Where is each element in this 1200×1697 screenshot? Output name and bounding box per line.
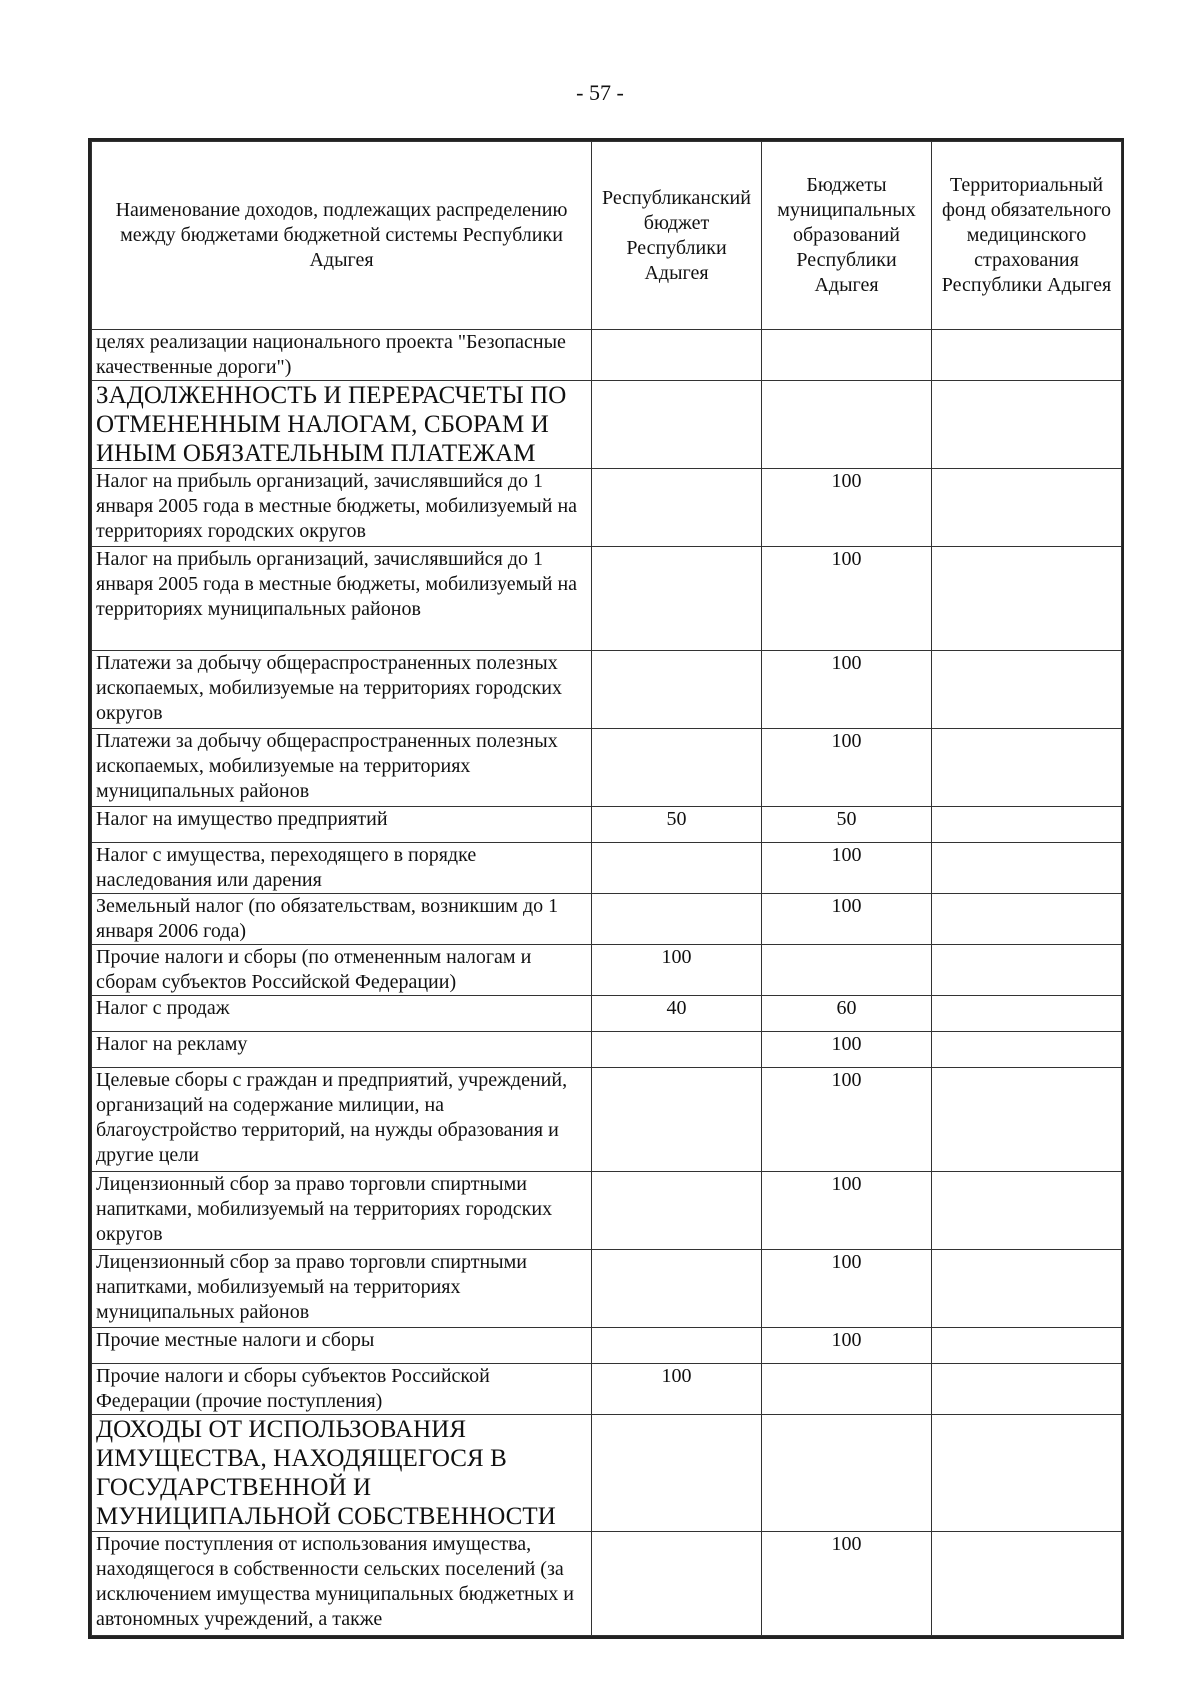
revenue-name: Налог с продаж: [92, 996, 592, 1032]
municipal-share: 60: [762, 996, 932, 1032]
republican-share: [592, 330, 762, 381]
table-row: [92, 843, 1122, 894]
revenue-name: Лицензионный сбор за право торговли спиртными напитками, мобилизуемый на территориях городских округов: [92, 1172, 592, 1250]
fund-share: [932, 1415, 1122, 1532]
republican-share: 40: [592, 996, 762, 1032]
fund-share: [932, 945, 1122, 996]
table-row: [92, 469, 1122, 547]
table-row: [92, 894, 1122, 945]
header-territorial-fund: Территориальный фонд обязательного медицинского страхования Республики Адыгея: [932, 142, 1122, 330]
municipal-share: 100: [762, 651, 932, 729]
municipal-share: 100: [762, 894, 932, 945]
revenue-name: Налог на имущество предприятий: [92, 807, 592, 843]
fund-share: [932, 1364, 1122, 1415]
municipal-share: [762, 330, 932, 381]
municipal-share: 100: [762, 1532, 932, 1636]
municipal-share: 50: [762, 807, 932, 843]
republican-share: 100: [592, 945, 762, 996]
fund-share: [932, 469, 1122, 547]
table-row: [92, 330, 1122, 381]
revenue-name: Налог с имущества, переходящего в порядке наследования или дарения: [92, 843, 592, 894]
table-row: [92, 1068, 1122, 1172]
table-row: [92, 729, 1122, 807]
fund-share: [932, 1328, 1122, 1364]
republican-share: [592, 1532, 762, 1636]
fund-share: [932, 1032, 1122, 1068]
fund-share: [932, 996, 1122, 1032]
header-republican-budget: Республиканский бюджет Республики Адыгея: [592, 142, 762, 330]
revenue-name: Прочие местные налоги и сборы: [92, 1328, 592, 1364]
page-number: - 57 -: [576, 80, 624, 105]
revenue-name: Платежи за добычу общераспространенных полезных ископаемых, мобилизуемые на территориях муниципальных районов: [92, 729, 592, 807]
revenue-name: Платежи за добычу общераспространенных полезных ископаемых, мобилизуемые на территориях городских округов: [92, 651, 592, 729]
fund-share: [932, 1068, 1122, 1172]
republican-share: 50: [592, 807, 762, 843]
municipal-share: 100: [762, 1328, 932, 1364]
republican-share: [592, 1415, 762, 1532]
republican-share: [592, 381, 762, 469]
table-row: [92, 1364, 1122, 1415]
revenue-name: Прочие налоги и сборы (по отмененным налогам и сборам субъектов Российской Федерации): [92, 945, 592, 996]
table-row: [92, 1172, 1122, 1250]
municipal-share: 100: [762, 843, 932, 894]
header-revenue-name: Наименование доходов, подлежащих распределению между бюджетами бюджетной системы Республики Адыгея: [92, 142, 592, 330]
municipal-share: 100: [762, 1032, 932, 1068]
table-row: [92, 1250, 1122, 1328]
municipal-share: 100: [762, 1250, 932, 1328]
republican-share: [592, 843, 762, 894]
fund-share: [932, 729, 1122, 807]
fund-share: [932, 894, 1122, 945]
revenue-distribution-table: [88, 138, 1124, 1639]
section-title: ЗАДОЛЖЕННОСТЬ И ПЕРЕРАСЧЕТЫ ПО ОТМЕНЕННЫМ НАЛОГАМ, СБОРАМ И ИНЫМ ОБЯЗАТЕЛЬНЫМ ПЛАТЕЖАМ: [92, 381, 592, 469]
municipal-share: 100: [762, 469, 932, 547]
revenue-name: Прочие налоги и сборы субъектов Российской Федерации (прочие поступления): [92, 1364, 592, 1415]
municipal-share: 100: [762, 729, 932, 807]
revenue-name: Лицензионный сбор за право торговли спиртными напитками, мобилизуемый на территориях муниципальных районов: [92, 1250, 592, 1328]
table-row: [92, 651, 1122, 729]
republican-share: [592, 651, 762, 729]
section-title: ДОХОДЫ ОТ ИСПОЛЬЗОВАНИЯ ИМУЩЕСТВА, НАХОДЯЩЕГОСЯ В ГОСУДАРСТВЕННОЙ И МУНИЦИПАЛЬНОЙ СОБСТВЕННОСТИ: [92, 1415, 592, 1532]
revenue-name: целях реализации национального проекта "Безопасные качественные дороги"): [92, 330, 592, 381]
revenue-name: Налог на прибыль организаций, зачислявшийся до 1 января 2005 года в местные бюджеты, мобилизуемый на территориях городских округов: [92, 469, 592, 547]
republican-share: [592, 547, 762, 651]
municipal-share: 100: [762, 547, 932, 651]
fund-share: [932, 843, 1122, 894]
municipal-share: [762, 1415, 932, 1532]
section-row: [92, 1415, 1122, 1532]
republican-share: [592, 1250, 762, 1328]
table-header-row: [92, 142, 1122, 330]
fund-share: [932, 651, 1122, 729]
republican-share: [592, 729, 762, 807]
municipal-share: [762, 945, 932, 996]
municipal-share: [762, 1364, 932, 1415]
section-row: [92, 381, 1122, 469]
fund-share: [932, 330, 1122, 381]
table-row: [92, 807, 1122, 843]
fund-share: [932, 1172, 1122, 1250]
table-row: [92, 996, 1122, 1032]
fund-share: [932, 1532, 1122, 1636]
fund-share: [932, 807, 1122, 843]
revenue-name: Целевые сборы с граждан и предприятий, учреждений, организаций на содержание милиции, на благоустройство территорий, на нужды образования и другие цели: [92, 1068, 592, 1172]
table-row: [92, 1032, 1122, 1068]
republican-share: [592, 894, 762, 945]
municipal-share: [762, 381, 932, 469]
municipal-share: 100: [762, 1172, 932, 1250]
revenue-name: Земельный налог (по обязательствам, возникшим до 1 января 2006 года): [92, 894, 592, 945]
revenue-name: Налог на рекламу: [92, 1032, 592, 1068]
fund-share: [932, 547, 1122, 651]
header-municipal-budgets: Бюджеты муниципальных образований Республики Адыгея: [762, 142, 932, 330]
table-row: [92, 1532, 1122, 1636]
revenue-name: Прочие поступления от использования имущества, находящегося в собственности сельских поселений (за исключением имущества муниципальных бюджетных и автономных учреждений, а также: [92, 1532, 592, 1636]
republican-share: [592, 1172, 762, 1250]
republican-share: 100: [592, 1364, 762, 1415]
table-row: [92, 547, 1122, 651]
fund-share: [932, 381, 1122, 469]
republican-share: [592, 1328, 762, 1364]
fund-share: [932, 1250, 1122, 1328]
republican-share: [592, 1068, 762, 1172]
revenue-name: Налог на прибыль организаций, зачислявшийся до 1 января 2005 года в местные бюджеты, мобилизуемый на территориях муниципальных районов: [92, 547, 592, 651]
republican-share: [592, 469, 762, 547]
republican-share: [592, 1032, 762, 1068]
table-row: [92, 1328, 1122, 1364]
municipal-share: 100: [762, 1068, 932, 1172]
table-row: [92, 945, 1122, 996]
